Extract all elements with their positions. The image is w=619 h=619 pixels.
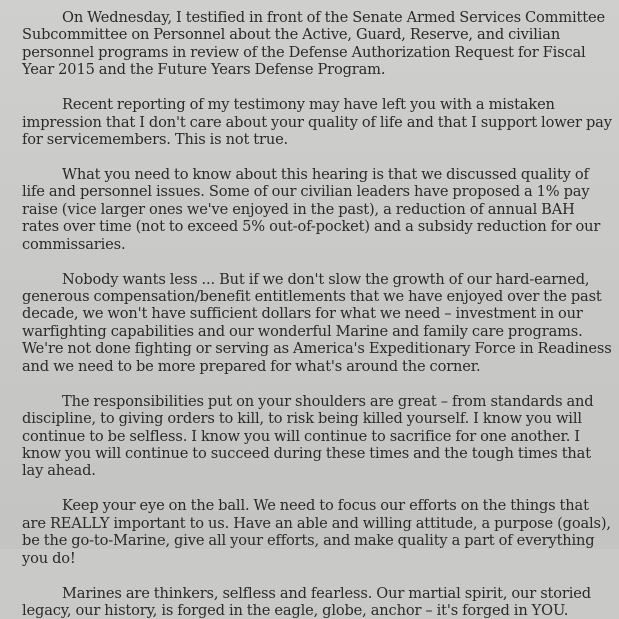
paragraph-focus: Keep your eye on the ball. We need to focus our efforts on the things that are REALLY important to us. Have an able and willing attitude, a purpose (goals), be the go-to-Marine, give all your efforts, and make quality a part of everything you do!	[22, 497, 611, 567]
paragraph-compensation: Nobody wants less ... But if we don't slow the growth of our hard-earned, generous compensation/benefit entitlements that we have enjoyed over the past decade, we won't have sufficient dollars for what we need – investment in our warfighting capabilities and our wonderful Marine and family care programs. We're not done fighting or serving as America's Expeditionary Force in Readiness and we need to be more prepared for what's around the corner.	[22, 270, 612, 375]
paragraph-responsibilities: The responsibilities put on your shoulders are great – from standards and discipline, to giving orders to kill, to risk being killed yourself. I know you will continue to be selfless. I know you will continue to sacrifice for one another. I know you will continue to succeed during these times and the tough times that lay ahead.	[22, 392, 594, 480]
paragraph-hearing: What you need to know about this hearing is that we discussed quality of life and personnel issues. Some of our civilian leaders have proposed a 1% pay raise (vice larger ones we've enjoyed in the past), a reduction of annual BAH rates over time (not to exceed 5% out-of-pocket) and a subsidy reduction for our commissaries.	[22, 166, 601, 253]
paragraph-testimony: On Wednesday, I testified in front of the Senate Armed Services Committee Subcommittee on Personnel about the Active, Guard, Reserve, and civilian personnel programs in review of the Defense Authorization Request for Fiscal Year 2015 and the Future Years Defense Program.	[22, 9, 605, 79]
paragraph-closing: Marines are thinkers, selfless and fearless. Our martial spirit, our storied legacy, our history, is forged in the eagle, globe, anchor – it's forged in YOU.	[22, 584, 591, 619]
paragraph-reporting: Recent reporting of my testimony may have left you with a mistaken impression that I don't care about your quality of life and that I support lower pay for servicemembers. This is not true.	[22, 96, 612, 149]
